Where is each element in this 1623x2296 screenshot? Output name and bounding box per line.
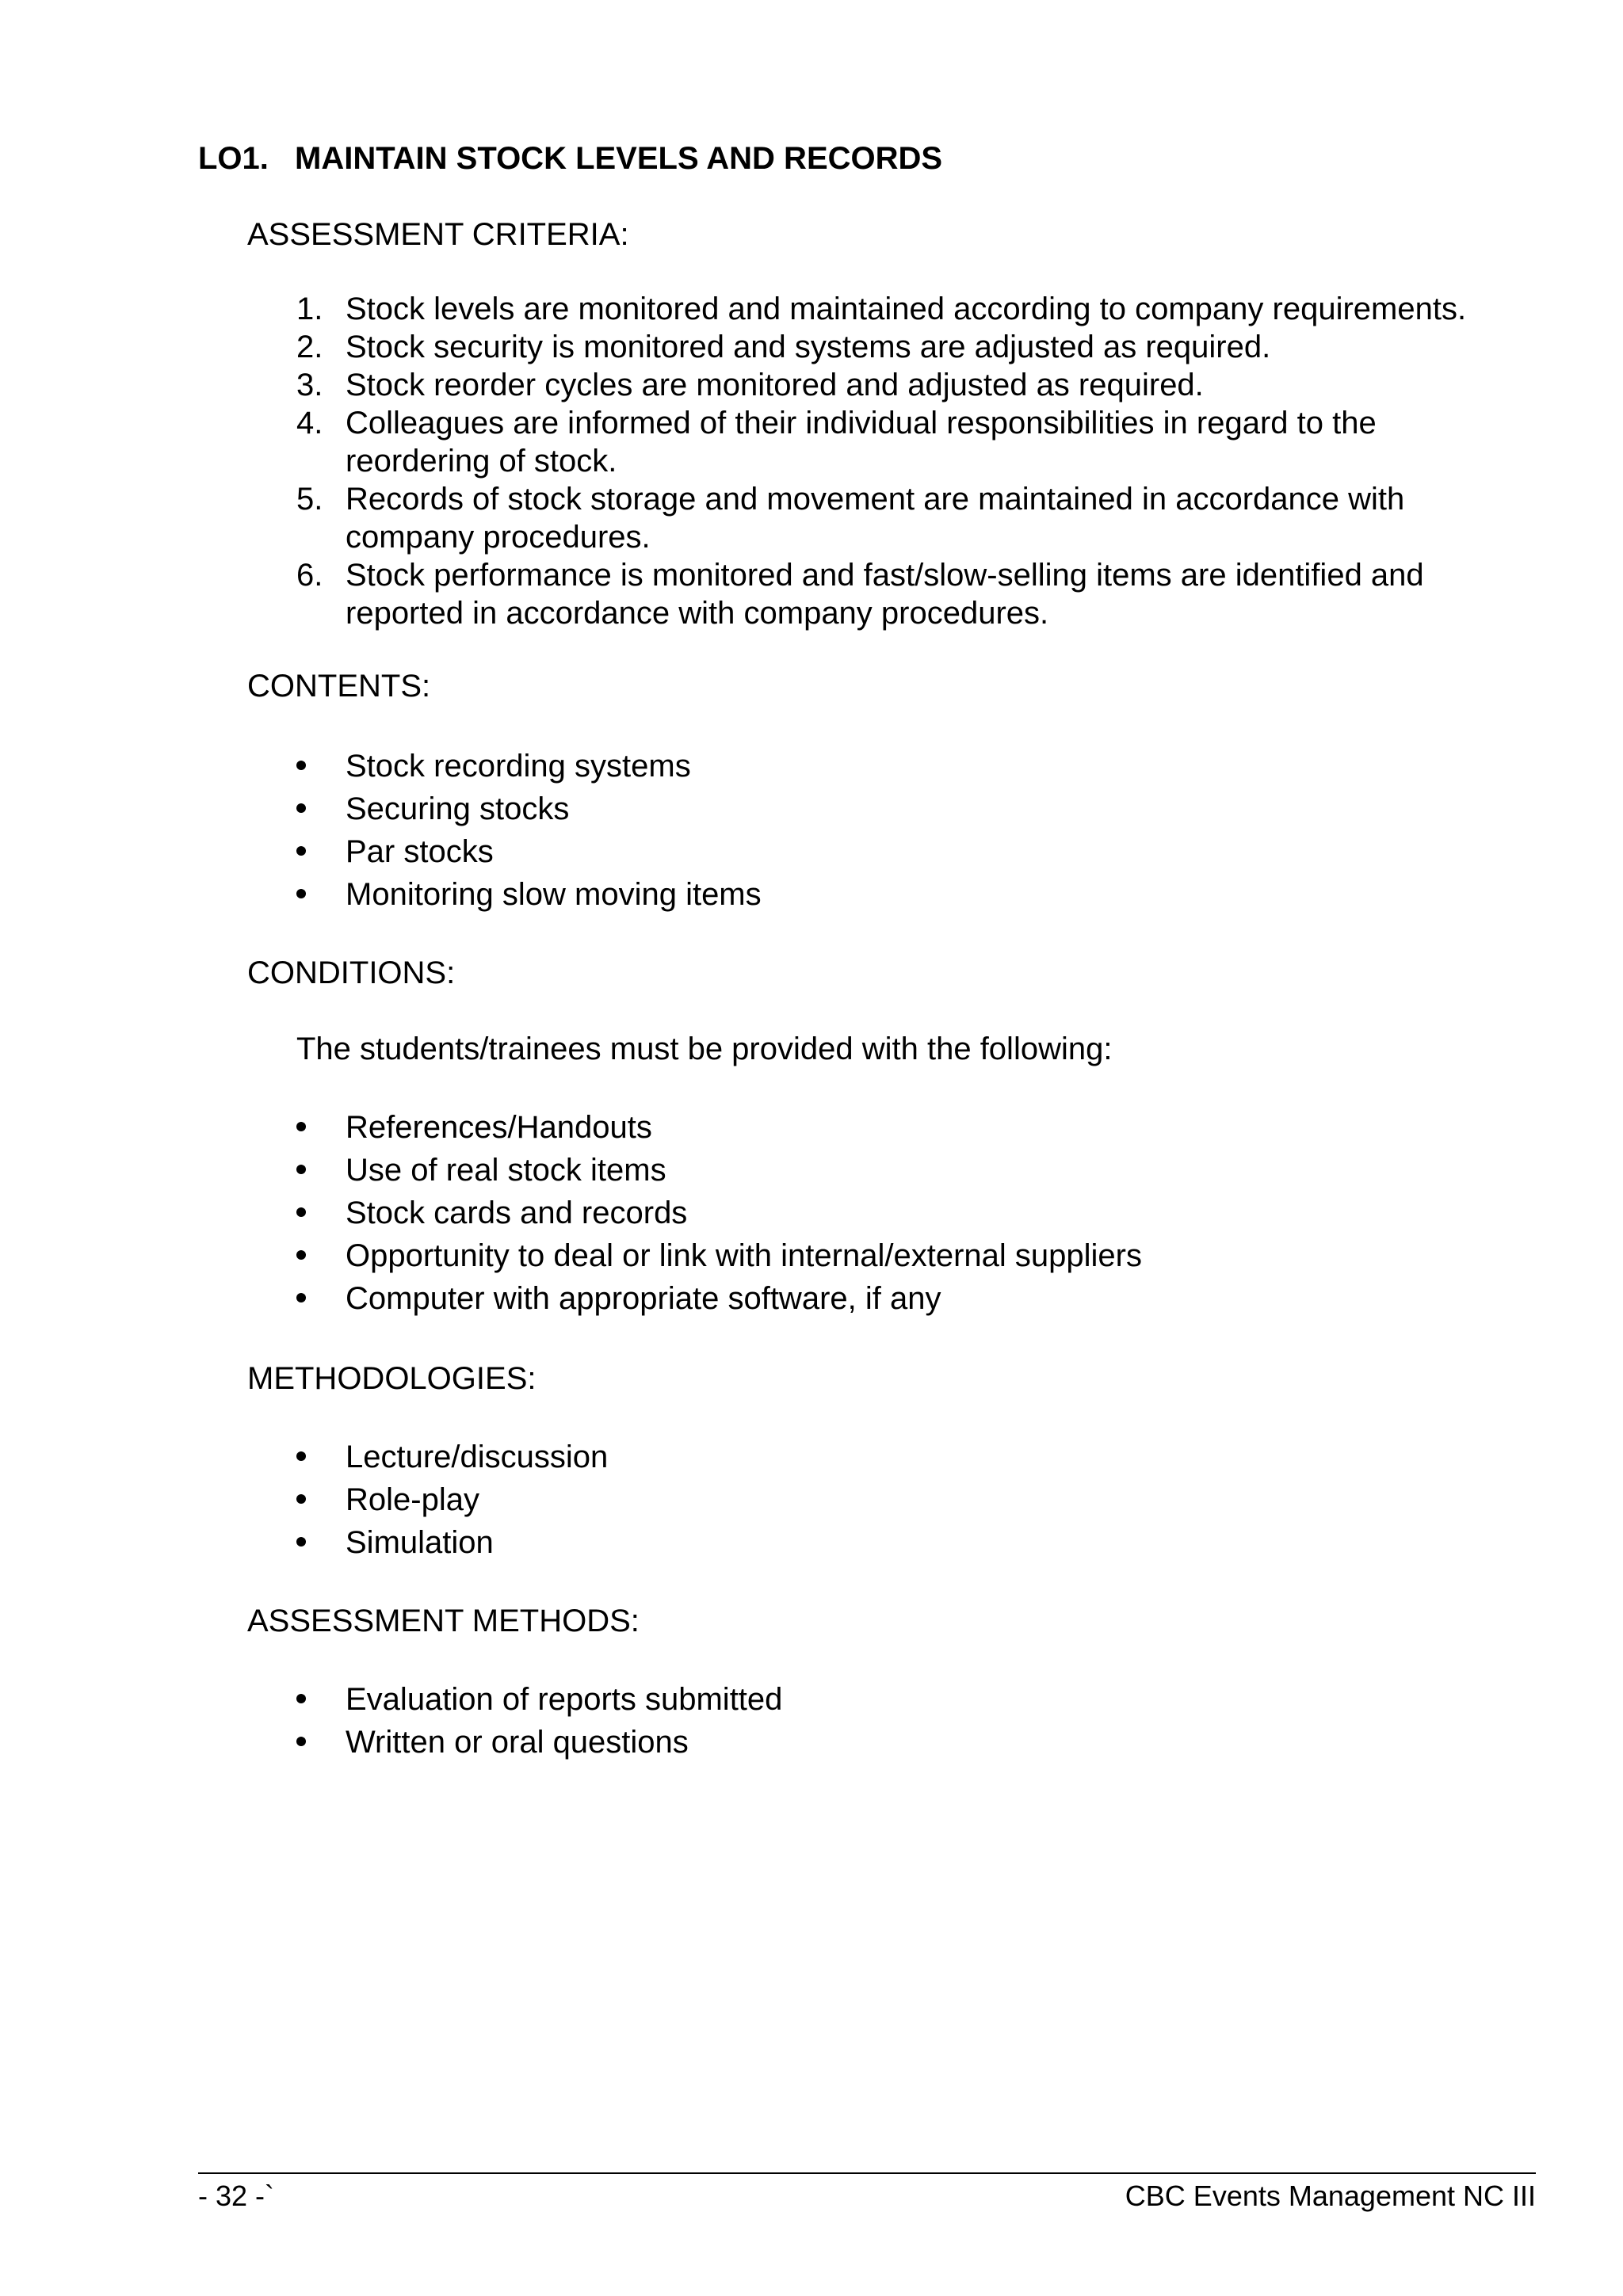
criteria-item xyxy=(296,480,1479,556)
learning-outcome-number: LO1. xyxy=(198,141,269,176)
methodologies-list xyxy=(296,1436,608,1564)
contents-list xyxy=(296,745,762,916)
criteria-text: Colleagues are informed of their individual responsibilities in regard to the reordering of stock. xyxy=(346,406,1377,479)
assessment-criteria-heading: ASSESSMENT CRITERIA: xyxy=(247,217,629,252)
conditions-list xyxy=(296,1106,1142,1320)
criteria-number: 6. xyxy=(296,558,323,593)
methodologies-item: Simulation xyxy=(296,1521,608,1564)
assessment-methods-item: Evaluation of reports submitted xyxy=(296,1678,782,1721)
conditions-item: Computer with appropriate software, if any xyxy=(296,1277,1142,1320)
conditions-item: Use of real stock items xyxy=(296,1149,1142,1192)
bullet-icon xyxy=(296,1293,306,1302)
methodologies-heading: METHODOLOGIES: xyxy=(247,1361,537,1396)
criteria-text: Stock security is monitored and systems are adjusted as required. xyxy=(346,330,1271,364)
criteria-text: Stock levels are monitored and maintained according to company requirements. xyxy=(346,292,1467,326)
bullet-icon xyxy=(296,1451,306,1461)
criteria-text: Records of stock storage and movement are maintained in accordance with company procedures. xyxy=(346,482,1405,555)
conditions-intro: The students/trainees must be provided with the following: xyxy=(296,1032,1113,1066)
contents-item: Stock recording systems xyxy=(296,745,762,788)
methodologies-item: Lecture/discussion xyxy=(296,1436,608,1478)
criteria-item xyxy=(296,404,1439,480)
criteria-item xyxy=(296,328,1533,366)
bullet-icon xyxy=(296,1494,306,1504)
criteria-item xyxy=(296,556,1439,632)
conditions-item: References/Handouts xyxy=(296,1106,1142,1149)
bullet-icon xyxy=(296,1165,306,1174)
conditions-item: Opportunity to deal or link with internal/external suppliers xyxy=(296,1234,1142,1277)
contents-item: Monitoring slow moving items xyxy=(296,873,762,916)
criteria-item xyxy=(296,290,1533,328)
bullet-icon xyxy=(296,1250,306,1260)
bullet-icon xyxy=(296,761,306,770)
assessment-methods-heading: ASSESSMENT METHODS: xyxy=(247,1604,640,1638)
criteria-number: 3. xyxy=(296,368,323,402)
bullet-icon xyxy=(296,889,306,898)
contents-heading: CONTENTS: xyxy=(247,669,431,704)
assessment-criteria-list xyxy=(296,290,1533,632)
criteria-text: Stock performance is monitored and fast/slow-selling items are identified and reported in accordance with company procedures. xyxy=(346,558,1424,631)
bullet-icon xyxy=(296,1122,306,1131)
assessment-methods-list xyxy=(296,1678,782,1764)
footer-document-title: CBC Events Management NC III xyxy=(1125,2180,1536,2212)
learning-outcome-title xyxy=(198,139,942,177)
bullet-icon xyxy=(296,846,306,856)
bullet-icon xyxy=(296,1537,306,1547)
learning-outcome-text: MAINTAIN STOCK LEVELS AND RECORDS xyxy=(295,141,943,176)
conditions-item: Stock cards and records xyxy=(296,1192,1142,1234)
assessment-methods-item: Written or oral questions xyxy=(296,1721,782,1764)
footer-divider xyxy=(198,2172,1536,2174)
bullet-icon xyxy=(296,803,306,813)
contents-item: Securing stocks xyxy=(296,788,762,830)
bullet-icon xyxy=(296,1694,306,1703)
contents-item: Par stocks xyxy=(296,830,762,873)
bullet-icon xyxy=(296,1207,306,1217)
criteria-number: 1. xyxy=(296,292,323,326)
criteria-number: 5. xyxy=(296,482,323,517)
criteria-number: 2. xyxy=(296,330,323,364)
criteria-text: Stock reorder cycles are monitored and adjusted as required. xyxy=(346,368,1204,402)
bullet-icon xyxy=(296,1737,306,1746)
criteria-item xyxy=(296,366,1533,404)
footer-page-number: - 32 -` xyxy=(198,2180,275,2212)
criteria-number: 4. xyxy=(296,406,323,441)
methodologies-item: Role-play xyxy=(296,1478,608,1521)
conditions-heading: CONDITIONS: xyxy=(247,955,456,990)
